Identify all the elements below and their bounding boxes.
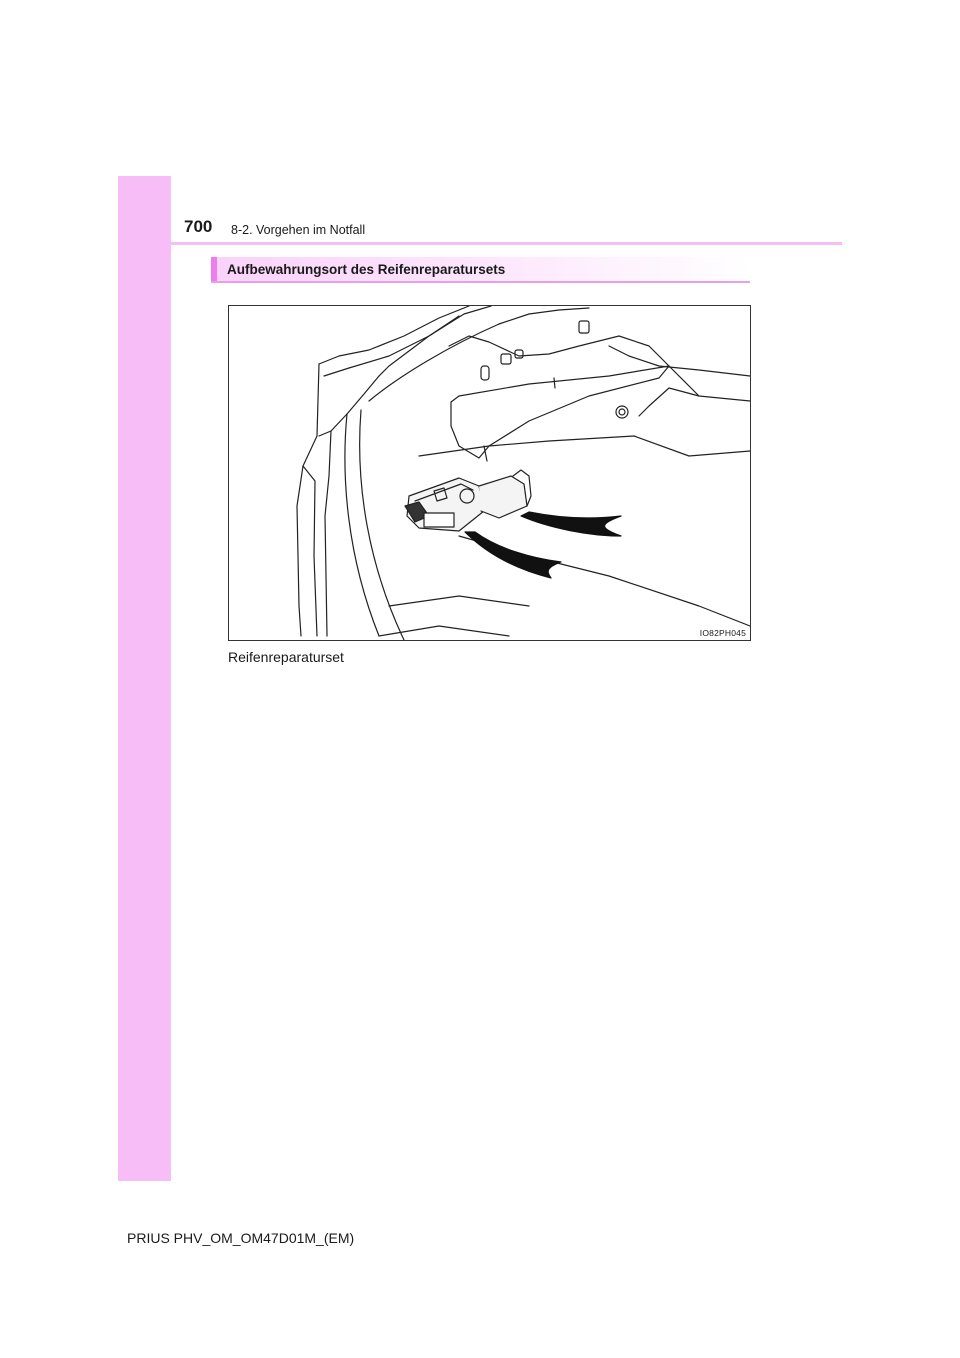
figure-caption: Reifenreparaturset (228, 649, 344, 665)
figure-code: IO82PH045 (699, 628, 746, 638)
chapter-side-tab (118, 176, 171, 1181)
page-number: 700 (184, 217, 213, 236)
trunk-line-drawing (229, 306, 750, 640)
footer-model-code: PRIUS PHV_OM_OM47D01M_(EM) (127, 1230, 355, 1246)
heading-accent-bar (211, 257, 217, 281)
chapter-title: 8-2. Vorgehen im Notfall (231, 223, 366, 237)
section-heading-text: Aufbewahrungsort des Reifenreparatursets (227, 262, 506, 277)
section-heading (211, 257, 750, 283)
trunk-illustration (228, 305, 751, 641)
header-rule (118, 242, 842, 245)
